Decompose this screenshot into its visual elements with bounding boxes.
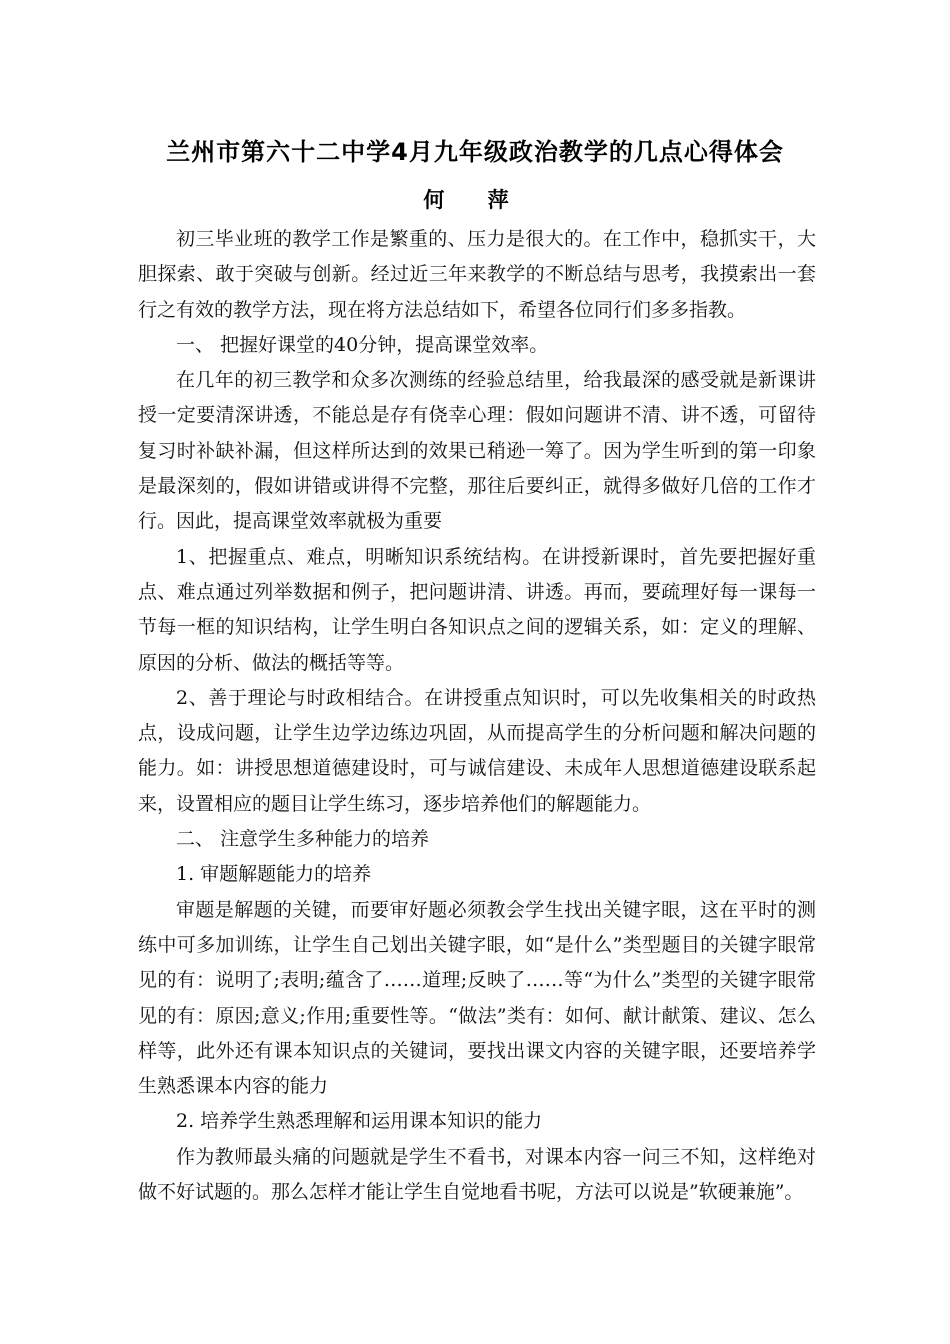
document-title: 兰州市第六十二中学4月九年级政治教学的几点心得体会 xyxy=(166,138,784,166)
section-heading: 二、 注意学生多种能力的培养 xyxy=(176,828,430,851)
paragraph: 1、把握重点、难点，明晰知识系统结构。在讲授新课时，首先要把握好重点、难点通过列举数据和例子，把问题讲清、讲透。再而，要疏理好每一课每一节每一框的知识结构，让学生明白各知识点之间的逻辑关系，如：定义的理解、原因的分析、做法的概括等等。 xyxy=(138,545,816,674)
document-body xyxy=(138,222,816,1210)
paragraph: 在几年的初三教学和众多次测练的经验总结里，给我最深的感受就是新课讲授一定要清深讲透，不能总是存有侥幸心理：假如问题讲不清、讲不透，可留待复习时补缺补漏，但这样所达到的效果已稍逊一筹了。因为学生听到的第一印象是最深刻的，假如讲错或讲得不完整，那往后要纠正，就得多做好几倍的工作才行。因此，提高课堂效率就极为重要 xyxy=(138,369,816,533)
document-author: 何 萍 xyxy=(423,188,527,212)
subsection-heading: 1. 审题解题能力的培养 xyxy=(176,863,372,886)
paragraph: 初三毕业班的教学工作是繁重的、压力是很大的。在工作中，稳抓实干，大胆探索、敢于突破与创新。经过近三年来教学的不断总结与思考，我摸索出一套行之有效的教学方法，现在将方法总结如下，希望各位同行们多多指教。 xyxy=(138,228,816,321)
paragraph: 审题是解题的关键，而要审好题必须教会学生找出关键字眼，这在平时的测练中可多加训练，让学生自己划出关键字眼，如“是什么”类型题目的关键字眼常见的有：说明了;表明;蕴含了……道理;反映了……等“为什么”类型的关键字眼常见的有：原因;意义;作用;重要性等。“做法”类有：如何、献计献策、建议、怎么样等，此外还有课本知识点的关键词，要找出课文内容的关键字眼，还要培养学生熟悉课本内容的能力 xyxy=(138,898,816,1098)
paragraph: 作为教师最头痛的问题就是学生不看书，对课本内容一问三不知，这样绝对做不好试题的。那么怎样才能让学生自觉地看书呢，方法可以说是”软硬兼施”。 xyxy=(138,1145,816,1204)
section-heading: 一、 把握好课堂的40分钟，提高课堂效率。 xyxy=(176,333,549,356)
paragraph: 2、善于理论与时政相结合。在讲授重点知识时，可以先收集相关的时政热点，设成问题，让学生边学边练边巩固，从而提高学生的分析问题和解决问题的能力。如：讲授思想道德建设时，可与诚信建设、未成年人思想道德建设联系起来，设置相应的题目让学生练习，逐步培养他们的解题能力。 xyxy=(138,686,816,815)
subsection-heading: 2. 培养学生熟悉理解和运用课本知识的能力 xyxy=(176,1110,543,1133)
